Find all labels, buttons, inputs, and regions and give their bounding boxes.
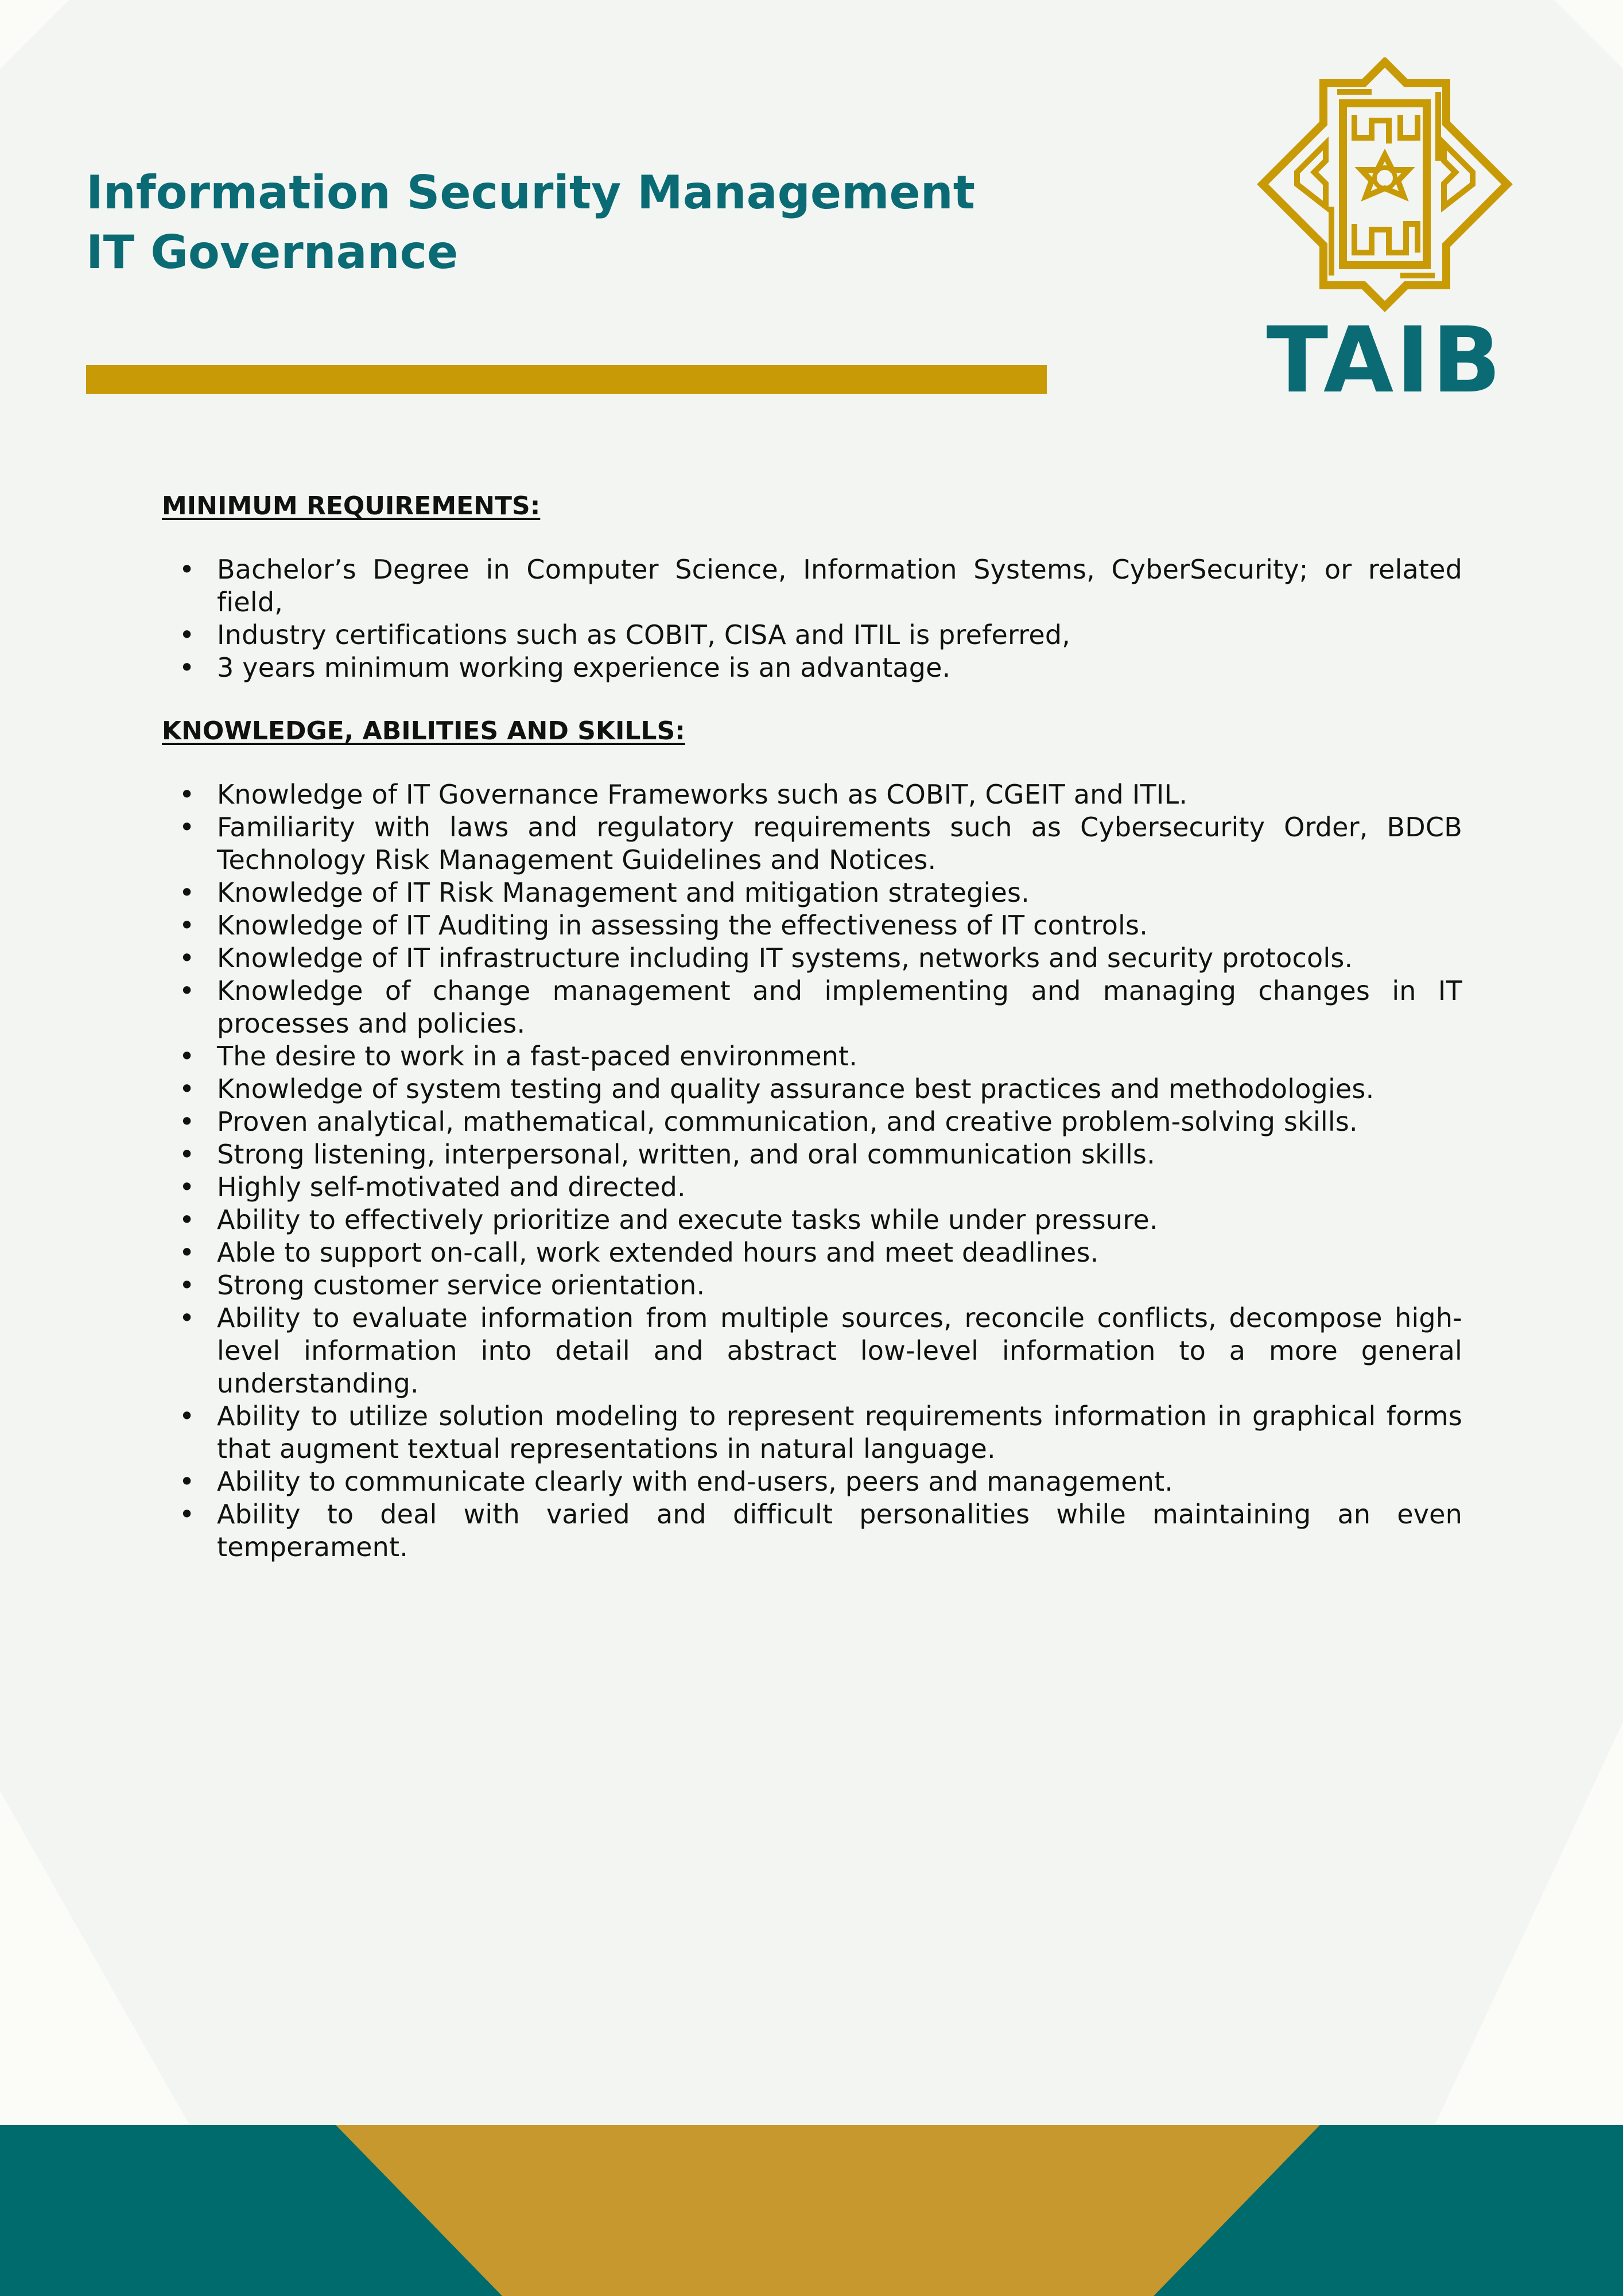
footer-decoration	[0, 2125, 1623, 2296]
list-item: • Knowledge of IT Risk Management and mitigation strategies.	[162, 876, 1462, 909]
list-item: • Knowledge of IT infrastructure including IT systems, networks and security protocols.	[162, 942, 1462, 975]
list-item: • Strong listening, interpersonal, written, and oral communication skills.	[162, 1138, 1462, 1171]
footer-band	[0, 2125, 1623, 2296]
list-item: • Ability to evaluate information from multiple sources, reconcile conflicts, decompose high-level information into detail and abstract low-level information to a more general understanding.	[162, 1302, 1462, 1400]
list-item: • Ability to effectively prioritize and execute tasks while under pressure.	[162, 1204, 1462, 1236]
list-item: • Strong customer service orientation.	[162, 1269, 1462, 1302]
list-item: • Knowledge of IT Governance Frameworks such as COBIT, CGEIT and ITIL.	[162, 778, 1462, 811]
list-item: • Familiarity with laws and regulatory requirements such as Cybersecurity Order, BDCB Technology Risk Management Guidelines and Notices.	[162, 811, 1462, 876]
list-item: • Ability to deal with varied and difficult personalities while maintaining an even temperament.	[162, 1498, 1462, 1564]
list-item: • Ability to utilize solution modeling to represent requirements information in graphical forms that augment textual representations in natural language.	[162, 1400, 1462, 1465]
list-item: • 3 years minimum working experience is an advantage.	[162, 651, 1462, 684]
knowledge-skills-list	[162, 778, 1462, 1564]
list-item: • Knowledge of change management and implementing and managing changes in IT processes and policies.	[162, 975, 1462, 1040]
list-item: • Knowledge of system testing and quality assurance best practices and methodologies.	[162, 1073, 1462, 1106]
knowledge-skills-heading: KNOWLEDGE, ABILITIES AND SKILLS:	[162, 716, 685, 746]
brand-wordmark: TAIB	[1266, 308, 1504, 413]
minimum-requirements-list	[162, 553, 1462, 684]
list-item: • Able to support on-call, work extended hours and meet deadlines.	[162, 1236, 1462, 1269]
list-item: • Highly self-motivated and directed.	[162, 1171, 1462, 1204]
list-item: • Knowledge of IT Auditing in assessing the effectiveness of IT controls.	[162, 909, 1462, 942]
title-line-1: Information Security Management	[86, 166, 975, 219]
section-spacer	[162, 684, 1462, 714]
title-line-2: IT Governance	[86, 226, 459, 279]
list-item: • Proven analytical, mathematical, communication, and creative problem-solving skills.	[162, 1106, 1462, 1138]
title-underline-bar	[86, 365, 1047, 394]
page-title	[86, 163, 975, 282]
minimum-requirements-heading: MINIMUM REQUIREMENTS:	[162, 491, 541, 521]
requirements-content	[162, 489, 1462, 1564]
list-item: • Industry certifications such as COBIT, CISA and ITIL is preferred,	[162, 619, 1462, 651]
list-item: • Bachelor’s Degree in Computer Science, Information Systems, CyberSecurity; or related field,	[162, 553, 1462, 619]
list-item: • Ability to communicate clearly with end-users, peers and management.	[162, 1465, 1462, 1498]
list-item: • The desire to work in a fast-paced environment.	[162, 1040, 1462, 1073]
